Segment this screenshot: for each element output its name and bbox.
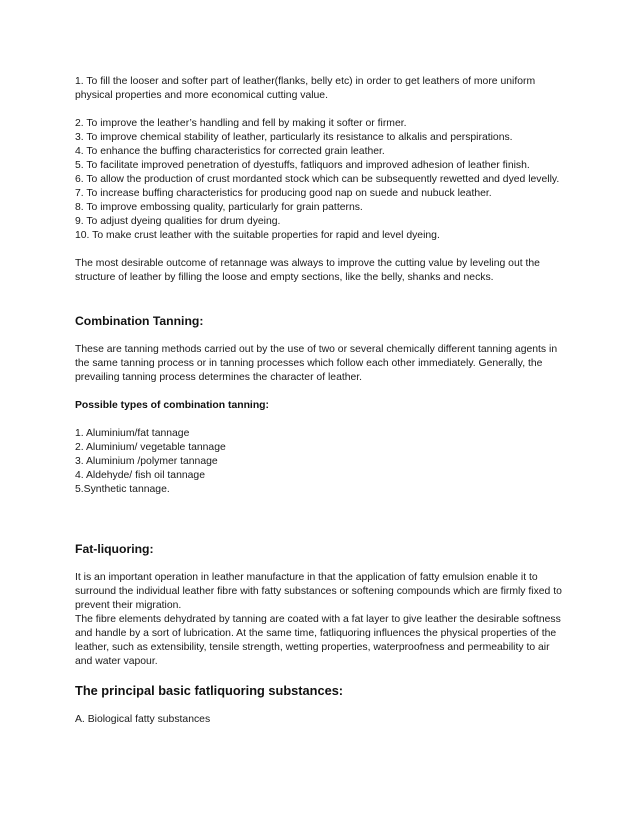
- spacer: [75, 557, 565, 571]
- spacer: [75, 243, 565, 257]
- combination-tanning-paragraph: These are tanning methods carried out by the use of two or several chemically different tanning agents in the same tanning process or in tanning processes which follow each other immediately. Generally, the prevailing tanning process determines the character of leather.: [75, 344, 558, 383]
- list-item: 10. To make crust leather with the suitable properties for rapid and level dyeing.: [75, 230, 440, 241]
- list-item: 7. To increase buffing characteristics for producing good nap on suede and nubuck leather.: [75, 188, 492, 199]
- spacer: [75, 103, 565, 117]
- list-item: 9. To adjust dyeing qualities for drum dyeing.: [75, 216, 281, 227]
- retannage-outcome-paragraph: The most desirable outcome of retannage was always to improve the cutting value by leveling out the structure of leather by filling the loose and empty sections, like the belly, shanks and necks.: [75, 258, 540, 283]
- spacer: [75, 497, 565, 541]
- list-item: 6. To allow the production of crust mordanted stock which can be subsequently rewetted and dyed levelly.: [75, 174, 560, 185]
- fatliquoring-heading: Fat-liquoring:: [75, 542, 154, 556]
- list-item: 3. To improve chemical stability of leather, particularly its resistance to alkalis and perspirations.: [75, 132, 513, 143]
- spacer: [75, 385, 565, 399]
- spacer: [75, 699, 565, 713]
- list-item: 3. Aluminium /polymer tannage: [75, 456, 218, 467]
- list-item: 2. Aluminium/ vegetable tannage: [75, 442, 226, 453]
- list-item: 5. To facilitate improved penetration of dyestuffs, fatliquors and improved adhesion of leather finish.: [75, 160, 530, 171]
- spacer: [75, 329, 565, 343]
- fatliquoring-paragraph-1: It is an important operation in leather manufacture in that the application of fatty emulsion enable it to surround the individual leather fibre with fatty substances or softening compounds which are firmly fixed to prevent their migration.: [75, 572, 562, 611]
- principal-substances-heading: The principal basic fatliquoring substances:: [75, 683, 344, 698]
- list-item: 8. To improve embossing quality, particularly for grain patterns.: [75, 202, 363, 213]
- spacer: [75, 669, 565, 683]
- principal-substance-item-a: A. Biological fatty substances: [75, 714, 211, 725]
- spacer: [75, 285, 565, 313]
- list-item: 5.Synthetic tannage.: [75, 484, 170, 495]
- combination-types-subheading: Possible types of combination tanning:: [75, 400, 269, 411]
- retannage-purpose-1: 1. To fill the looser and softer part of leather(flanks, belly etc) in order to get leathers of more uniform physical properties and more economical cutting value.: [75, 76, 536, 101]
- fatliquoring-paragraph-2: The fibre elements dehydrated by tanning are coated with a fat layer to give leather the desirable softness and handle by a sort of lubrication. At the same time, fatliquoring influences the physical properties of the leather, such as extensibility, tensile strength, wetting properties, waterproofness and permeability to air and water vapour.: [75, 614, 561, 667]
- combination-types-list: [75, 427, 565, 497]
- list-item: 4. To enhance the buffing characteristics for corrected grain leather.: [75, 146, 385, 157]
- document-page: [75, 75, 565, 727]
- retannage-purpose-list: [75, 117, 565, 243]
- combination-tanning-heading: Combination Tanning:: [75, 314, 204, 328]
- list-item: 4. Aldehyde/ fish oil tannage: [75, 470, 205, 481]
- list-item: 2. To improve the leather’s handling and fell by making it softer or firmer.: [75, 118, 407, 129]
- list-item: 1. Aluminium/fat tannage: [75, 428, 190, 439]
- spacer: [75, 413, 565, 427]
